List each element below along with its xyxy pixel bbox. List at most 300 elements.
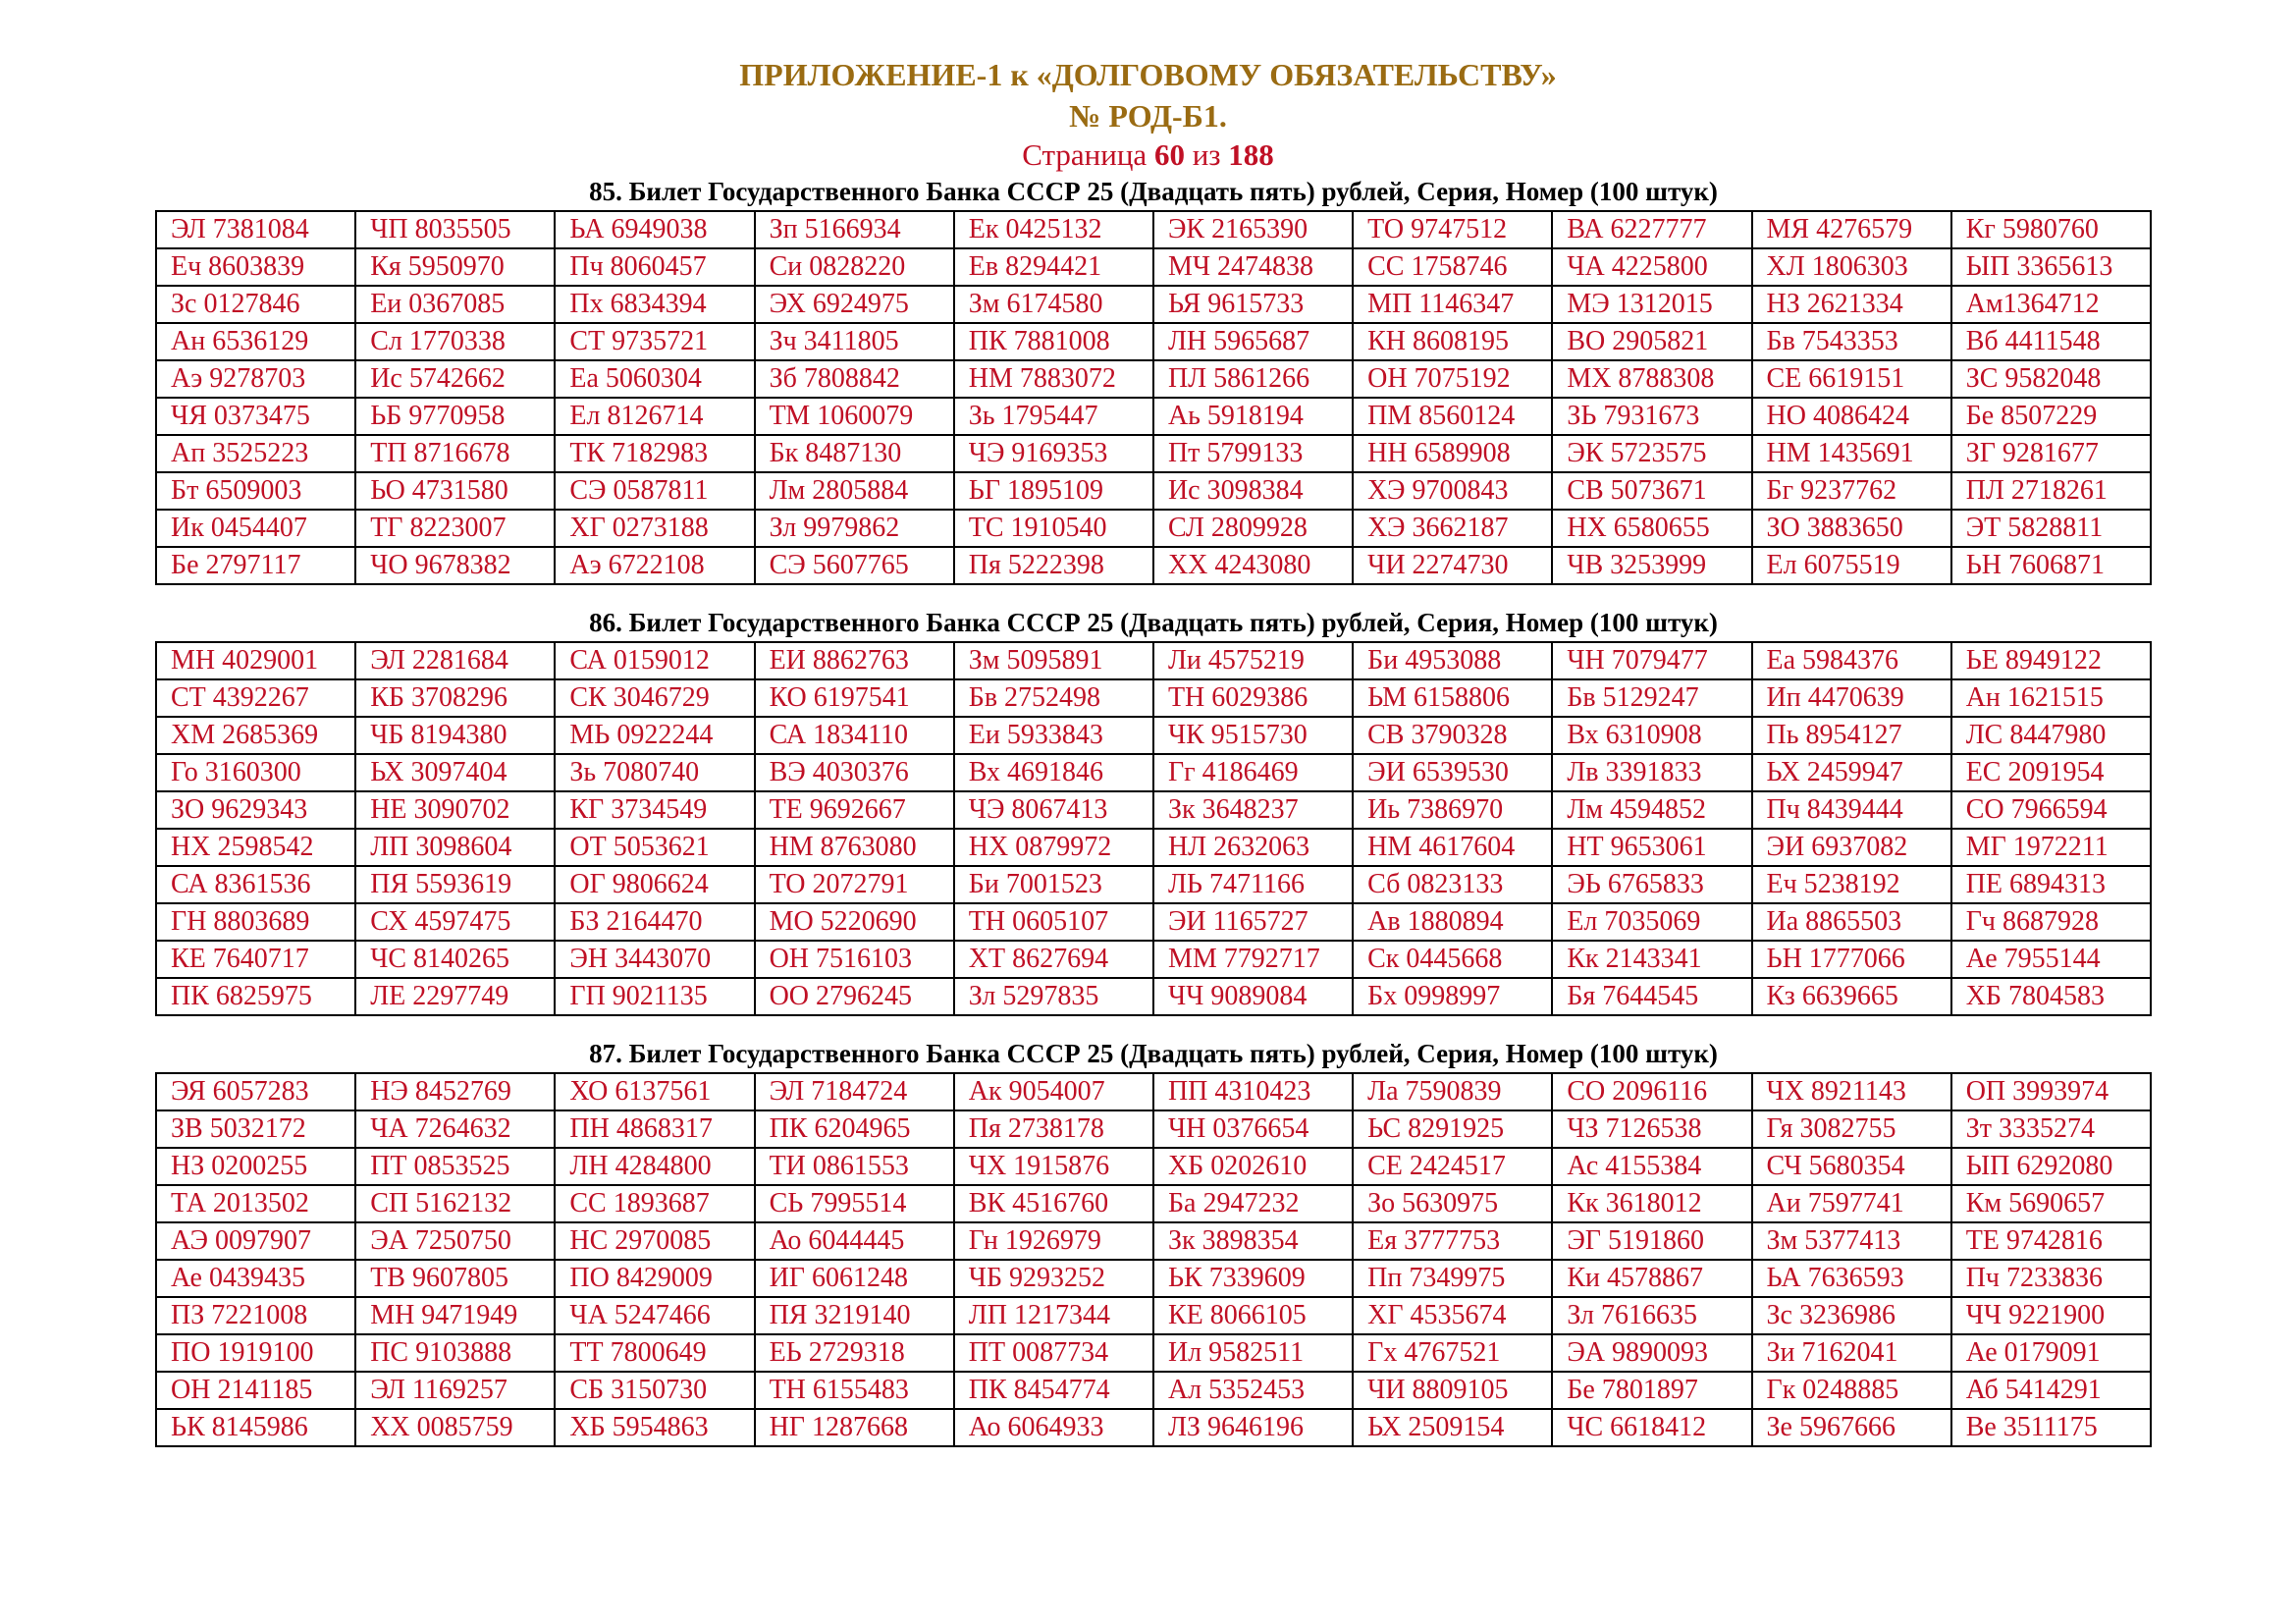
serial-cell: БЗ 2164470 <box>555 903 754 941</box>
table-row <box>156 1222 2151 1260</box>
serial-cell: ЧЧ 9221900 <box>1951 1297 2151 1334</box>
serial-cell: ЧЭ 9169353 <box>954 435 1153 472</box>
serial-cell: ЬО 4731580 <box>355 472 555 510</box>
serial-cell: Ил 9582511 <box>1153 1334 1353 1372</box>
serial-cell: СХ 4597475 <box>355 903 555 941</box>
serial-cell: Еа 5984376 <box>1752 642 1951 679</box>
serial-cell: ЭГ 5191860 <box>1552 1222 1751 1260</box>
section-title: 87. Билет Государственного Банка СССР 25 (Двадцать пять) рублей, Серия, Номер (100 штук) <box>589 1039 1718 1068</box>
serial-cell: Си 0828220 <box>755 248 954 286</box>
serial-cell: Вб 4411548 <box>1951 323 2151 360</box>
serial-cell: ЕС 2091954 <box>1951 754 2151 791</box>
serial-cell: ПЕ 6894313 <box>1951 866 2151 903</box>
serial-cell: ПЯ 3219140 <box>755 1297 954 1334</box>
serial-cell: ЗО 3883650 <box>1752 510 1951 547</box>
serial-cell: ЭИ 1165727 <box>1153 903 1353 941</box>
serial-cell: ЭК 2165390 <box>1153 211 1353 248</box>
serial-cell: СС 1758746 <box>1353 248 1552 286</box>
serial-cell: Пх 6834394 <box>555 286 754 323</box>
serial-cell: Зь 1795447 <box>954 398 1153 435</box>
serial-cell: ТИ 0861553 <box>755 1148 954 1185</box>
serial-cell: ЧН 0376654 <box>1153 1110 1353 1148</box>
serial-cell: КН 8608195 <box>1353 323 1552 360</box>
table-row <box>156 211 2151 248</box>
serial-cell: Кк 3618012 <box>1552 1185 1751 1222</box>
serial-cell: ЧЯ 0373475 <box>156 398 355 435</box>
table-row <box>156 717 2151 754</box>
serial-cell: ЫП 3365613 <box>1951 248 2151 286</box>
serial-cell: ЭА 7250750 <box>355 1222 555 1260</box>
serial-cell: ПО 1919100 <box>156 1334 355 1372</box>
serial-cell: Ли 4575219 <box>1153 642 1353 679</box>
serial-cell: ТН 6029386 <box>1153 679 1353 717</box>
serial-cell: НМ 4617604 <box>1353 829 1552 866</box>
serial-cell: ЭТ 5828811 <box>1951 510 2151 547</box>
serial-cell: Лв 3391833 <box>1552 754 1751 791</box>
serial-cell: КГ 3734549 <box>555 791 754 829</box>
serial-cell: ВА 6227777 <box>1552 211 1751 248</box>
serial-cell: НЭ 8452769 <box>355 1073 555 1110</box>
serial-cell: ЧК 9515730 <box>1153 717 1353 754</box>
serial-cell: Ве 3511175 <box>1951 1409 2151 1446</box>
serial-cell: НХ 2598542 <box>156 829 355 866</box>
table-row <box>156 754 2151 791</box>
serial-cell: Сб 0823133 <box>1353 866 1552 903</box>
serial-cell: Зм 5095891 <box>954 642 1153 679</box>
serial-cell: Кк 2143341 <box>1552 941 1751 978</box>
serial-cell: СО 2096116 <box>1552 1073 1751 1110</box>
table-row <box>156 286 2151 323</box>
serial-cell: ЬК 8145986 <box>156 1409 355 1446</box>
serial-cell: ПЯ 5593619 <box>355 866 555 903</box>
serial-cell: Еи 0367085 <box>355 286 555 323</box>
serial-cell: Бв 7543353 <box>1752 323 1951 360</box>
serial-cell: СЭ 0587811 <box>555 472 754 510</box>
serial-cell: ЬГ 1895109 <box>954 472 1153 510</box>
serial-cell: ЧА 5247466 <box>555 1297 754 1334</box>
serial-cell: СП 5162132 <box>355 1185 555 1222</box>
serial-cell: ПМ 8560124 <box>1353 398 1552 435</box>
serial-cell: ЧП 8035505 <box>355 211 555 248</box>
serial-cell: Гг 4186469 <box>1153 754 1353 791</box>
serial-cell: ХБ 7804583 <box>1951 978 2151 1015</box>
serial-cell: Зо 5630975 <box>1353 1185 1552 1222</box>
serial-cell: ЛЗ 9646196 <box>1153 1409 1353 1446</box>
page-number: 60 <box>1153 137 1185 172</box>
serial-cell: СС 1893687 <box>555 1185 754 1222</box>
serial-cell: Зл 7616635 <box>1552 1297 1751 1334</box>
serial-cell: Пь 8954127 <box>1752 717 1951 754</box>
serial-cell: ТП 8716678 <box>355 435 555 472</box>
serial-cell: Зм 6174580 <box>954 286 1153 323</box>
serial-cell: Лм 4594852 <box>1552 791 1751 829</box>
serial-cell: ОТ 5053621 <box>555 829 754 866</box>
serial-cell: Зе 5967666 <box>1752 1409 1951 1446</box>
serial-cell: ЛП 3098604 <box>355 829 555 866</box>
serial-cell: ПС 9103888 <box>355 1334 555 1372</box>
table-row <box>156 472 2151 510</box>
serial-cell: ТН 6155483 <box>755 1372 954 1409</box>
serial-cell: ЬС 8291925 <box>1353 1110 1552 1148</box>
banknote-table <box>155 1072 2152 1447</box>
serial-cell: Бв 5129247 <box>1552 679 1751 717</box>
serial-cell: Кг 5980760 <box>1951 211 2151 248</box>
serial-cell: Би 7001523 <box>954 866 1153 903</box>
serial-cell: НЕ 3090702 <box>355 791 555 829</box>
serial-cell: ЭИ 6539530 <box>1353 754 1552 791</box>
serial-cell: НМ 7883072 <box>954 360 1153 398</box>
serial-cell: Ек 0425132 <box>954 211 1153 248</box>
serial-cell: Ба 2947232 <box>1153 1185 1353 1222</box>
serial-cell: Зт 3335274 <box>1951 1110 2151 1148</box>
serial-cell: АЭ 0097907 <box>156 1222 355 1260</box>
serial-cell: ХО 6137561 <box>555 1073 754 1110</box>
serial-cell: ЭК 5723575 <box>1552 435 1751 472</box>
serial-cell: Пт 5799133 <box>1153 435 1353 472</box>
serial-cell: Ис 5742662 <box>355 360 555 398</box>
serial-cell: ХГ 4535674 <box>1353 1297 1552 1334</box>
table-row <box>156 1334 2151 1372</box>
serial-cell: ЧХ 8921143 <box>1752 1073 1951 1110</box>
serial-cell: ТТ 7800649 <box>555 1334 754 1372</box>
serial-cell: СЕ 2424517 <box>1353 1148 1552 1185</box>
serial-cell: ЬА 6949038 <box>555 211 754 248</box>
serial-cell: НМ 1435691 <box>1752 435 1951 472</box>
serial-cell: Зч 3411805 <box>755 323 954 360</box>
serial-cell: ТС 1910540 <box>954 510 1153 547</box>
serial-cell: Бе 2797117 <box>156 547 355 584</box>
serial-cell: Гн 1926979 <box>954 1222 1153 1260</box>
serial-cell: СТ 9735721 <box>555 323 754 360</box>
serial-cell: Бк 8487130 <box>755 435 954 472</box>
serial-cell: Гя 3082755 <box>1752 1110 1951 1148</box>
serial-cell: ВО 2905821 <box>1552 323 1751 360</box>
serial-cell: ПО 8429009 <box>555 1260 754 1297</box>
serial-cell: Ан 1621515 <box>1951 679 2151 717</box>
serial-cell: ЭЯ 6057283 <box>156 1073 355 1110</box>
serial-cell: Ае 7955144 <box>1951 941 2151 978</box>
serial-cell: ХЛ 1806303 <box>1752 248 1951 286</box>
serial-cell: ХЭ 3662187 <box>1353 510 1552 547</box>
serial-cell: ГП 9021135 <box>555 978 754 1015</box>
serial-cell: ЬХ 2509154 <box>1353 1409 1552 1446</box>
serial-cell: ЧО 9678382 <box>355 547 555 584</box>
serial-cell: Ае 0179091 <box>1951 1334 2151 1372</box>
serial-cell: Иа 8865503 <box>1752 903 1951 941</box>
serial-cell: Зк 3648237 <box>1153 791 1353 829</box>
serial-cell: Аэ 6722108 <box>555 547 754 584</box>
serial-cell: Ск 0445668 <box>1353 941 1552 978</box>
table-row <box>156 1409 2151 1446</box>
obligation-number: № РОД-Б1. <box>1069 98 1227 134</box>
serial-cell: Зб 7808842 <box>755 360 954 398</box>
serial-cell: НО 4086424 <box>1752 398 1951 435</box>
serial-cell: Гх 4767521 <box>1353 1334 1552 1372</box>
table-row <box>156 1185 2151 1222</box>
table-row <box>156 1297 2151 1334</box>
serial-cell: ЕЬ 2729318 <box>755 1334 954 1372</box>
serial-cell: Бх 0998997 <box>1353 978 1552 1015</box>
serial-cell: ОП 3993974 <box>1951 1073 2151 1110</box>
serial-cell: ЛЬ 7471166 <box>1153 866 1353 903</box>
serial-cell: СА 8361536 <box>156 866 355 903</box>
serial-cell: Ас 4155384 <box>1552 1148 1751 1185</box>
serial-cell: Кя 5950970 <box>355 248 555 286</box>
appendix-title: ПРИЛОЖЕНИЕ-1 к «ДОЛГОВОМУ ОБЯЗАТЕЛЬСТВУ» <box>739 57 1557 92</box>
serial-cell: Ик 0454407 <box>156 510 355 547</box>
table-row <box>156 1148 2151 1185</box>
table-row <box>156 791 2151 829</box>
table-row <box>156 1110 2151 1148</box>
serial-cell: Аь 5918194 <box>1153 398 1353 435</box>
serial-cell: Бв 2752498 <box>954 679 1153 717</box>
serial-cell: ПН 4868317 <box>555 1110 754 1148</box>
serial-cell: КЕ 7640717 <box>156 941 355 978</box>
serial-cell: ХТ 8627694 <box>954 941 1153 978</box>
serial-cell: ВК 4516760 <box>954 1185 1153 1222</box>
table-row <box>156 547 2151 584</box>
serial-cell: МГ 1972211 <box>1951 829 2151 866</box>
serial-cell: ОН 7516103 <box>755 941 954 978</box>
serial-cell: Зи 7162041 <box>1752 1334 1951 1372</box>
serial-cell: Вх 4691846 <box>954 754 1153 791</box>
serial-cell: ЬА 7636593 <box>1752 1260 1951 1297</box>
serial-cell: ТЕ 9692667 <box>755 791 954 829</box>
serial-cell: НХ 0879972 <box>954 829 1153 866</box>
serial-cell: ОО 2796245 <box>755 978 954 1015</box>
serial-cell: ТА 2013502 <box>156 1185 355 1222</box>
serial-cell: ЫП 6292080 <box>1951 1148 2151 1185</box>
serial-cell: ЧЧ 9089084 <box>1153 978 1353 1015</box>
serial-cell: Ан 6536129 <box>156 323 355 360</box>
serial-cell: Ев 8294421 <box>954 248 1153 286</box>
serial-cell: ЧБ 8194380 <box>355 717 555 754</box>
serial-cell: МН 4029001 <box>156 642 355 679</box>
table-row <box>156 398 2151 435</box>
serial-cell: СВ 3790328 <box>1353 717 1552 754</box>
banknote-table <box>155 210 2152 585</box>
serial-cell: Ип 4470639 <box>1752 679 1951 717</box>
serial-cell: Ки 4578867 <box>1552 1260 1751 1297</box>
serial-cell: КБ 3708296 <box>355 679 555 717</box>
serial-cell: ЧА 7264632 <box>355 1110 555 1148</box>
serial-cell: Зм 5377413 <box>1752 1222 1951 1260</box>
serial-cell: КЕ 8066105 <box>1153 1297 1353 1334</box>
table-row <box>156 248 2151 286</box>
serial-cell: ЬМ 6158806 <box>1353 679 1552 717</box>
serial-cell: ЛН 4284800 <box>555 1148 754 1185</box>
serial-cell: Ел 6075519 <box>1752 547 1951 584</box>
serial-cell: ЗГ 9281677 <box>1951 435 2151 472</box>
serial-cell: НН 6589908 <box>1353 435 1552 472</box>
serial-cell: СА 1834110 <box>755 717 954 754</box>
table-row <box>156 1372 2151 1409</box>
serial-cell: ЧИ 8809105 <box>1353 1372 1552 1409</box>
serial-cell: ГН 8803689 <box>156 903 355 941</box>
serial-cell: Бе 8507229 <box>1951 398 2151 435</box>
serial-cell: НМ 8763080 <box>755 829 954 866</box>
table-row <box>156 679 2151 717</box>
serial-cell: ЗВ 5032172 <box>156 1110 355 1148</box>
serial-cell: ТН 0605107 <box>954 903 1153 941</box>
serial-cell: НТ 9653061 <box>1552 829 1751 866</box>
serial-cell: ЭН 3443070 <box>555 941 754 978</box>
serial-cell: ЗО 9629343 <box>156 791 355 829</box>
serial-cell: МП 1146347 <box>1353 286 1552 323</box>
serial-cell: КО 6197541 <box>755 679 954 717</box>
serial-cell: Пя 5222398 <box>954 547 1153 584</box>
serial-cell: Бе 7801897 <box>1552 1372 1751 1409</box>
serial-cell: ХМ 2685369 <box>156 717 355 754</box>
serial-cell: ЭЬ 6765833 <box>1552 866 1751 903</box>
serial-cell: Еи 5933843 <box>954 717 1153 754</box>
serial-cell: Ам1364712 <box>1951 286 2151 323</box>
serial-cell: Ае 0439435 <box>156 1260 355 1297</box>
serial-cell: МЭ 1312015 <box>1552 286 1751 323</box>
serial-cell: Ак 9054007 <box>954 1073 1153 1110</box>
serial-cell: ОН 2141185 <box>156 1372 355 1409</box>
page-prefix: Страница <box>1022 137 1148 172</box>
serial-cell: ММ 7792717 <box>1153 941 1353 978</box>
serial-cell: Зс 0127846 <box>156 286 355 323</box>
serial-cell: Еа 5060304 <box>555 360 754 398</box>
serial-cell: ПП 4310423 <box>1153 1073 1353 1110</box>
serial-cell: СЕ 6619151 <box>1752 360 1951 398</box>
serial-cell: ТК 7182983 <box>555 435 754 472</box>
serial-cell: Го 3160300 <box>156 754 355 791</box>
serial-cell: ЧЭ 8067413 <box>954 791 1153 829</box>
serial-cell: ЬХ 3097404 <box>355 754 555 791</box>
serial-cell: ЧС 6618412 <box>1552 1409 1751 1446</box>
serial-cell: ТГ 8223007 <box>355 510 555 547</box>
serial-cell: ИГ 6061248 <box>755 1260 954 1297</box>
serial-cell: ЧЗ 7126538 <box>1552 1110 1751 1148</box>
serial-cell: ПК 6204965 <box>755 1110 954 1148</box>
serial-cell: Бт 6509003 <box>156 472 355 510</box>
serial-cell: НХ 6580655 <box>1552 510 1751 547</box>
serial-cell: СК 3046729 <box>555 679 754 717</box>
serial-cell: ВЭ 4030376 <box>755 754 954 791</box>
page-indicator <box>0 137 2296 173</box>
serial-cell: Пя 2738178 <box>954 1110 1153 1148</box>
serial-cell: Ла 7590839 <box>1353 1073 1552 1110</box>
serial-cell: Гч 8687928 <box>1951 903 2151 941</box>
serial-cell: НЛ 2632063 <box>1153 829 1353 866</box>
serial-cell: Ел 7035069 <box>1552 903 1751 941</box>
serial-cell: ПЛ 5861266 <box>1153 360 1353 398</box>
serial-cell: ПТ 0087734 <box>954 1334 1153 1372</box>
serial-cell: ЭХ 6924975 <box>755 286 954 323</box>
serial-cell: ЭИ 6937082 <box>1752 829 1951 866</box>
table-row <box>156 978 2151 1015</box>
serial-cell: СЧ 5680354 <box>1752 1148 1951 1185</box>
table-row <box>156 642 2151 679</box>
serial-cell: СЬ 7995514 <box>755 1185 954 1222</box>
serial-cell: Зл 9979862 <box>755 510 954 547</box>
table-row <box>156 435 2151 472</box>
serial-cell: Ел 8126714 <box>555 398 754 435</box>
serial-cell: Пч 8439444 <box>1752 791 1951 829</box>
serial-cell: ХХ 4243080 <box>1153 547 1353 584</box>
serial-cell: ЛЕ 2297749 <box>355 978 555 1015</box>
page-of: из <box>1192 137 1221 172</box>
serial-cell: ЧВ 3253999 <box>1552 547 1751 584</box>
table-row <box>156 510 2151 547</box>
serial-cell: Пч 8060457 <box>555 248 754 286</box>
serial-cell: ЬЯ 9615733 <box>1153 286 1353 323</box>
serial-cell: ЬН 1777066 <box>1752 941 1951 978</box>
serial-cell: Ав 1880894 <box>1353 903 1552 941</box>
serial-cell: Ап 3525223 <box>156 435 355 472</box>
serial-cell: СА 0159012 <box>555 642 754 679</box>
serial-cell: СО 7966594 <box>1951 791 2151 829</box>
serial-cell: ОГ 9806624 <box>555 866 754 903</box>
serial-cell: НЗ 2621334 <box>1752 286 1951 323</box>
serial-cell: ПК 8454774 <box>954 1372 1153 1409</box>
serial-cell: МЯ 4276579 <box>1752 211 1951 248</box>
serial-cell: ХЭ 9700843 <box>1353 472 1552 510</box>
serial-cell: Еч 5238192 <box>1752 866 1951 903</box>
serial-cell: Би 4953088 <box>1353 642 1552 679</box>
serial-cell: ХГ 0273188 <box>555 510 754 547</box>
table-row <box>156 829 2151 866</box>
serial-cell: Аб 5414291 <box>1951 1372 2151 1409</box>
serial-cell: ЧБ 9293252 <box>954 1260 1153 1297</box>
serial-cell: ПК 7881008 <box>954 323 1153 360</box>
serial-cell: Ис 3098384 <box>1153 472 1353 510</box>
serial-cell: ЬН 7606871 <box>1951 547 2151 584</box>
serial-cell: Кз 6639665 <box>1752 978 1951 1015</box>
serial-cell: Сл 1770338 <box>355 323 555 360</box>
serial-cell: ЗС 9582048 <box>1951 360 2151 398</box>
serial-cell: ТО 2072791 <box>755 866 954 903</box>
serial-cell: Зп 5166934 <box>755 211 954 248</box>
serial-cell: ТВ 9607805 <box>355 1260 555 1297</box>
serial-cell: СЭ 5607765 <box>755 547 954 584</box>
serial-cell: Пп 7349975 <box>1353 1260 1552 1297</box>
serial-cell: Зь 7080740 <box>555 754 754 791</box>
table-row <box>156 903 2151 941</box>
serial-cell: ХБ 0202610 <box>1153 1148 1353 1185</box>
serial-cell: Ал 5352453 <box>1153 1372 1353 1409</box>
serial-cell: Еч 8603839 <box>156 248 355 286</box>
serial-cell: ЗЬ 7931673 <box>1552 398 1751 435</box>
serial-cell: ТО 9747512 <box>1353 211 1552 248</box>
serial-cell: ЕИ 8862763 <box>755 642 954 679</box>
serial-cell: Пч 7233836 <box>1951 1260 2151 1297</box>
serial-cell: ЧС 8140265 <box>355 941 555 978</box>
serial-cell: Ао 6064933 <box>954 1409 1153 1446</box>
serial-cell: ЧХ 1915876 <box>954 1148 1153 1185</box>
serial-cell: Лм 2805884 <box>755 472 954 510</box>
table-row <box>156 1073 2151 1110</box>
serial-cell: НС 2970085 <box>555 1222 754 1260</box>
serial-cell: Ея 3777753 <box>1353 1222 1552 1260</box>
serial-cell: Аэ 9278703 <box>156 360 355 398</box>
serial-cell: Бг 9237762 <box>1752 472 1951 510</box>
serial-cell: ПК 6825975 <box>156 978 355 1015</box>
serial-cell: СЛ 2809928 <box>1153 510 1353 547</box>
serial-cell: ЭА 9890093 <box>1552 1334 1751 1372</box>
table-row <box>156 1260 2151 1297</box>
serial-cell: ЭЛ 2281684 <box>355 642 555 679</box>
serial-cell: ЭЛ 1169257 <box>355 1372 555 1409</box>
serial-cell: ПТ 0853525 <box>355 1148 555 1185</box>
serial-cell: ЛС 8447980 <box>1951 717 2151 754</box>
table-row <box>156 866 2151 903</box>
serial-cell: МЬ 0922244 <box>555 717 754 754</box>
table-row <box>156 941 2151 978</box>
